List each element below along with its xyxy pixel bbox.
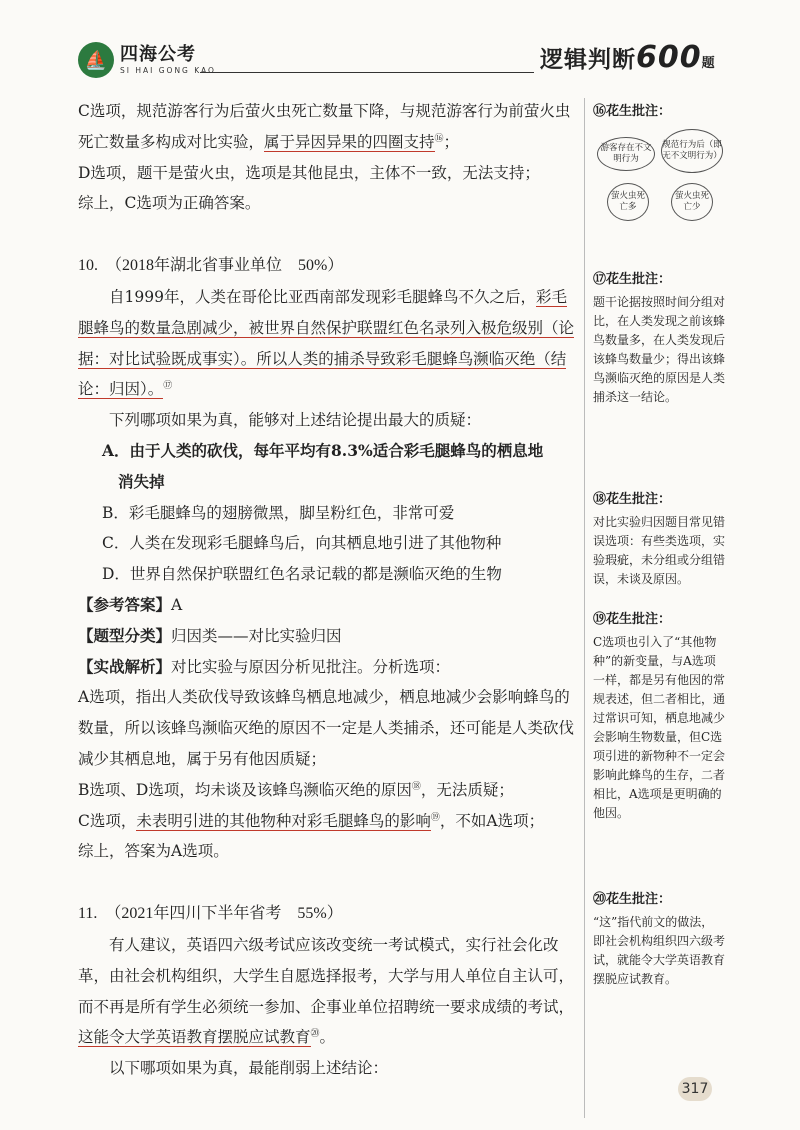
book-title-number: 600 — [636, 40, 702, 75]
note-19: ⑲花生批注： C选项也引入了“其他物种”的新变量，与A选项一样，都是另有他因的常规表述，但二者相比，通过常识可知，栖息地减少会影响生物数量，但C选项引进的新物种不一定会影响此蜂鸟的生存，二者相比，A选项是更明确的他因。 — [593, 612, 726, 820]
question-10-stem: 自1999年，人类在哥伦比亚西南部发现彩毛腿蜂鸟不久之后，彩毛腿蜂鸟的数量急剧减少，被世界自然保护联盟红色名录列入极危级别（论据：对比试验既成事实）。所以人类的捕杀导致彩毛腿蜂鸟濒临灭绝（结论：归因）。⑰ — [78, 287, 575, 399]
note-20: ⑳花生批注： “这”指代前文的做法，即社会机构组织四六级考试，就能令大学英语教育摆脱应试教育。 — [593, 892, 726, 986]
main-content — [78, 96, 578, 1084]
question-11-header: 11. （2021年四川下半年省考 55%） — [78, 905, 343, 923]
note-18: ⑱花生批注： 对比实验归因题目常见错误选项：有些类选项，实验瑕疵，未分组或分组错误，未谈及原因。 — [593, 492, 726, 586]
bubble-death-less: 萤火虫死亡少 — [671, 183, 713, 221]
question-11-prompt: 以下哪项如果为真，最能削弱上述结论： — [109, 1059, 389, 1078]
question-10-option-c: C．人类在发现彩毛腿蜂鸟后，向其栖息地引进了其他物种 — [102, 534, 502, 553]
logo-name: 四海公考 — [120, 43, 196, 65]
note-16: ⑯花生批注： 游客存在不文明行为 规范行为后（即无不文明行为） 萤火虫死亡多 萤火虫死亡少 — [593, 102, 725, 223]
question-10-header: 10. （2018年湖北省事业单位 50%） — [78, 257, 344, 275]
book-title — [540, 40, 716, 75]
sailboat-icon: ⛵ — [78, 42, 114, 78]
page-number: 317 — [678, 1077, 712, 1101]
publisher-logo — [78, 42, 216, 78]
question-10-option-a: A．由于人类的砍伐，每年平均有8.3%适合彩毛腿蜂鸟的栖息地 — [102, 440, 544, 460]
question-10-option-d: D．世界自然保护联盟红色名录记载的都是濒临灭绝的生物 — [102, 565, 502, 584]
analysis-option-a: A选项，指出人类砍伐导致该蜂鸟栖息地减少，栖息地减少会影响蜂鸟的数量，所以该蜂鸟濒临灭绝的原因不一定是人类捕杀，还可能是人类砍伐减少其栖息地，属于另有他因质疑； — [78, 688, 575, 768]
book-title-text: 逻辑判断 — [540, 47, 636, 73]
answer-line: 【参考答案】A — [78, 594, 183, 614]
prev-option-c: C选项，规范游客行为后萤火虫死亡数量下降，与规范游客行为前萤火虫死亡数量多构成对比实验，属于异因异果的四圈支持⑯； — [78, 102, 571, 151]
prev-option-d: D选项，题干是萤火虫，选项是其他昆虫，主体不一致，无法支持； — [78, 163, 540, 182]
logo-pinyin: SI HAI GONG KAO — [120, 65, 216, 75]
question-10-option-b: B．彩毛腿蜂鸟的翅膀微黑，脚呈粉红色，非常可爱 — [102, 503, 455, 522]
prev-conclusion: 综上，C选项为正确答案。 — [78, 194, 261, 213]
question-11-stem: 有人建议，英语四六级考试应该改变统一考试模式，实行社会化改革，由社会机构组织，大学生自愿选择报考，大学与用人单位自主认可，而不再是所有学生必须统一参加、企事业单位招聘统一要求成绩的考试，这能令大学英语教育摆脱应试教育⑳。 — [78, 935, 575, 1047]
type-line: 【题型分类】归因类——对比实验归因 — [78, 625, 342, 645]
bubble-death-more: 萤火虫死亡多 — [607, 183, 649, 221]
page-header — [0, 0, 800, 90]
note-17: ⑰花生批注： 题干论据按照时间分组对比，在人类发现之前该蜂鸟数量多，在人类发现后该蜂鸟数量少；得出该蜂鸟濒临灭绝的原因是人类捕杀这一结论。 — [593, 272, 726, 404]
comparison-diagram — [593, 125, 721, 223]
question-10-prompt: 下列哪项如果为真，能够对上述结论提出最大的质疑： — [109, 411, 482, 430]
analysis-line: 【实战解析】对比实验与原因分析见批注。分析选项： — [78, 656, 451, 676]
question-10-option-a-cont: 消失掉 — [118, 471, 165, 491]
book-title-suffix: 题 — [701, 56, 716, 71]
bubble-regulated: 规范行为后（即无不文明行为） — [661, 129, 723, 173]
bubble-uncivilized: 游客存在不文明行为 — [597, 137, 655, 171]
analysis-option-bd: B选项、D选项，均未谈及该蜂鸟濒临灭绝的原因⑱，无法质疑； — [78, 780, 514, 799]
header-divider — [200, 72, 534, 73]
analysis-conclusion: 综上，答案为A选项。 — [78, 842, 229, 861]
annotation-sidebar — [584, 98, 725, 1118]
analysis-option-c: C选项，未表明引进的其他物种对彩毛腿蜂鸟的影响⑲，不如A选项； — [78, 811, 545, 830]
